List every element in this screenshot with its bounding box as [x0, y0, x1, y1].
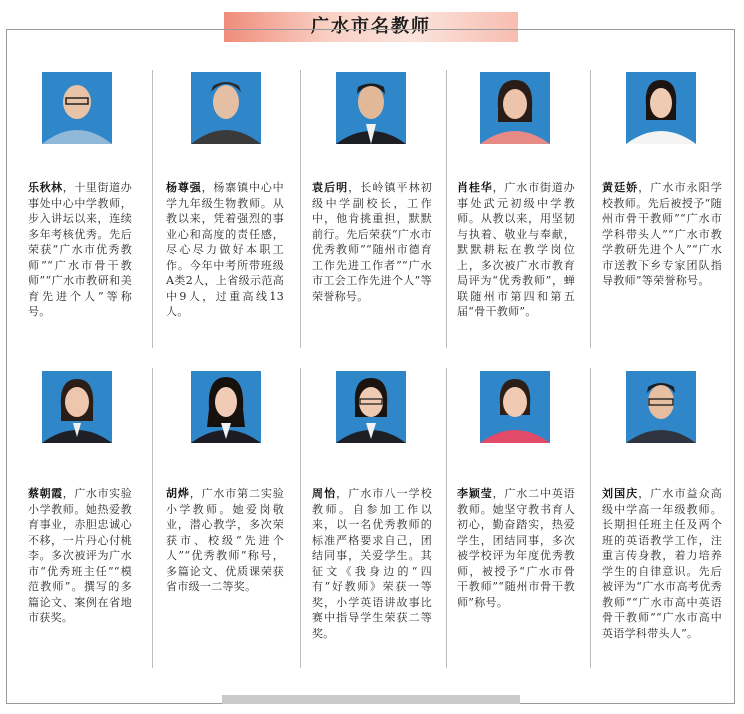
- teacher-name: 乐秋林: [28, 181, 63, 194]
- teacher-photo: [626, 371, 696, 443]
- teacher-bio: 蔡朝霞，广水市实验小学教师。她热爱教育事业，赤胆忠诚心不移，一片丹心付桃李。多次被评为广水市“优秀班主任”“模范教师”。撰写的多篇论文、案例在省地市获奖。: [28, 487, 132, 624]
- column-divider: [152, 70, 153, 348]
- column-divider: [590, 368, 591, 668]
- teacher-name: 李颖莹: [457, 487, 493, 500]
- teacher-photo: [42, 371, 112, 443]
- teacher-photo: [480, 371, 550, 443]
- teacher-bio: 胡烨，广水市第二实验小学教师。她爱岗敬业，潜心教学，多次荣获市、校级“先进个人”“优秀教师”称号，多篇论文、优质课荣获省市级一二等奖。: [166, 487, 284, 593]
- teacher-photo: [336, 371, 406, 443]
- teacher-bio: 乐秋林，十里街道办事处中心中学教师，步入讲坛以来，连续多年考核优秀。先后荣获“广水市优秀教师”“广水市骨干教师”“广水市教研和美育先进个人”等称号。: [28, 181, 132, 318]
- teacher-bio: 刘国庆，广水市益众高级中学高一年级教师。长期担任班主任及两个班的英语教学工作，注重言传身教，着力培养学生的自律意识。先后被评为“广水市高考优秀教师”“广水市高中英语骨干教师”“广水市高中英语学科带头人”。: [602, 487, 722, 640]
- teacher-bio: 李颖莹，广水二中英语教师。她坚守教书育人初心，勤奋踏实，热爱学生，团结同事，多次被学校评为年度优秀教师，被授予“广水市骨干教师”“随州市骨干教师”称号。: [457, 487, 575, 609]
- teacher-photo: [191, 72, 261, 144]
- column-divider: [300, 368, 301, 668]
- teacher-name: 黄廷娇: [602, 181, 639, 194]
- teacher-bio: 肖桂华，广水市街道办事处武元初级中学教师。从教以来，用坚韧与执着、敬业与奉献，默默耕耘在教学岗位上，多次被广水市教育局评为“优秀教师”，蝉联随州市第四和第五届“骨干教师”。: [457, 181, 575, 318]
- teacher-photo: [336, 72, 406, 144]
- section-title: 广水市名教师: [311, 16, 431, 37]
- column-divider: [446, 70, 447, 348]
- column-divider: [590, 70, 591, 348]
- teacher-photo: [626, 72, 696, 144]
- teacher-bio: 黄廷娇，广水市永阳学校教师。先后被授予“随州市骨干教师”“广水市学科带头人”“广水市教学教研先进个人”“广水市送教下乡专家团队指导教师”等荣誉称号。: [602, 181, 722, 287]
- teacher-name: 肖桂华: [457, 181, 493, 194]
- bottom-decor-strip: [222, 695, 520, 704]
- teacher-name: 袁后明: [312, 181, 349, 194]
- teacher-name: 杨尊强: [166, 181, 202, 194]
- teacher-photo: [191, 371, 261, 443]
- column-divider: [446, 368, 447, 668]
- column-divider: [152, 368, 153, 668]
- teacher-bio: 周怡，广水市八一学校教师。自参加工作以来，以一名优秀教师的标准严格要求自己，团结同事，关爱学生。其征文《我身边的“四有”好教师》荣获一等奖，小学英语讲故事比赛中指导学生荣获二等奖。: [312, 487, 432, 640]
- teacher-name: 刘国庆: [602, 487, 639, 500]
- teacher-photo: [42, 72, 112, 144]
- column-divider: [300, 70, 301, 348]
- teacher-name: 胡烨: [166, 487, 190, 500]
- teacher-bio: 袁后明，长岭镇平林初级中学副校长，工作中，他肯挑重担，默默前行。先后荣获“广水市优秀教师”“随州市德育工作先进工作者”“广水市工会工作先进个人”等荣誉称号。: [312, 181, 432, 303]
- teacher-photo: [480, 72, 550, 144]
- teacher-name: 周怡: [312, 487, 337, 500]
- teacher-bio: 杨尊强，杨寨镇中心中学九年级生物教师。从教以来，凭着强烈的事业心和高度的责任感，尽心尽力做好本职工作。今年中考所带班级A类2人，上省级示范高中9人，过重高线13人。: [166, 181, 284, 318]
- teacher-name: 蔡朝霞: [28, 487, 63, 500]
